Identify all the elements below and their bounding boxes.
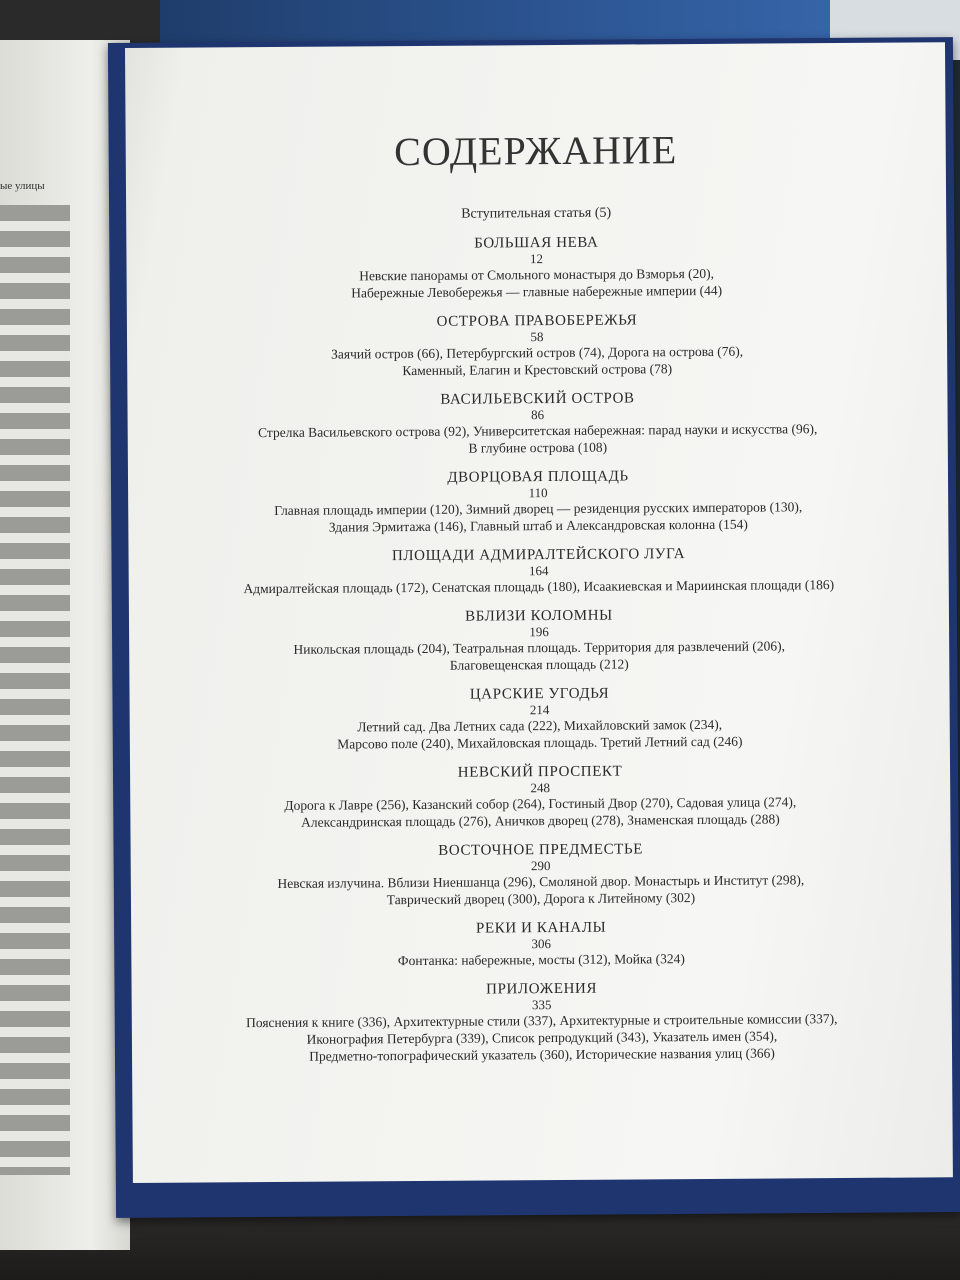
left-page-stripes [0,205,70,1175]
toc-section-page-number: 196 [529,624,549,640]
toc-section-title: ЦАРСКИЕ УГОДЬЯ [469,685,610,703]
toc-section-entry-line: Дорога к Лавре (256), Казанский собор (264), Гостиный Двор (270), Садовая улица (274), [284,794,797,813]
toc-section [130,760,950,832]
toc-section-entry-line: Летний сад. Два Летних сада (222), Михайловский замок (234), [357,716,723,735]
toc-section-entry-line: Здания Эрмитажа (146), Главный штаб и Александровская колонна (154) [328,516,748,535]
toc-content [126,124,953,1078]
toc-section-page-number: 306 [531,936,552,952]
toc-section-title: ВОСТОЧНОЕ ПРЕДМЕСТЬЕ [438,841,644,859]
toc-section-page-number: 58 [530,329,544,345]
toc-section-title: РЕКИ И КАНАЛЫ [475,919,607,937]
toc-section-title: БОЛЬШАЯ НЕВА [474,234,599,252]
toc-section-entry-line: Предметно-топографический указатель (360), Исторические названия улиц (366) [309,1045,775,1064]
toc-section [127,387,947,459]
toc-section-page-number: 110 [528,485,548,501]
toc-section-title: НЕВСКИЙ ПРОСПЕКТ [457,763,623,781]
toc-section-page-number: 12 [529,251,544,267]
toc-section-entry-line: Марсово поле (240), Михайловская площадь. Третий Летний сад (246) [337,733,743,752]
toc-section-entry-line: Таврический дворец (300), Дорога к Литейному (302) [386,890,696,908]
toc-page [125,42,953,1183]
toc-section-entry-line: Никольская площадь (204), Театральная площадь. Территория для развлечений (206), [293,638,786,657]
toc-section-entry-line: Заячий остров (66), Петербургский остров (74), Дорога на острова (76), [331,343,744,362]
toc-section [132,977,953,1066]
toc-section-entry-line: В глубине острова (108) [468,439,608,456]
toc-section-page-number: 335 [531,997,552,1013]
toc-section [128,465,948,537]
toc-section-page-number: 248 [530,780,550,796]
toc-section-entry-line: Благовещенская площадь (212) [449,656,629,673]
toc-intro: Вступительная статья (5) [461,205,612,222]
toc-section [128,543,948,598]
toc-section-entry-line: Каменный, Елагин и Крестовский острова (78) [402,361,673,379]
toc-section-page-number: 86 [531,407,545,423]
toc-section-title: ПРИЛОЖЕНИЯ [486,980,598,998]
page-title: СОДЕРЖАНИЕ [394,127,678,175]
toc-section [127,309,947,381]
toc-section-entry-line: Пояснения к книге (336), Архитектурные стили (337), Архитектурные и строительные комиссии (337), [246,1011,838,1031]
toc-section-title: ПЛОЩАДИ АДМИРАЛТЕЙСКОГО ЛУГА [391,546,686,565]
toc-section [129,682,949,754]
toc-section-entry-line: Главная площадь империи (120), Зимний дворец — резиденция русских императоров (130), [274,499,803,518]
toc-section-entry-line: Адмиралтейская площадь (172), Сенатская площадь (180), Исаакиевская и Мариинская площади (186) [243,577,835,597]
toc-section-entry-line: Фонтанка: набережные, мосты (312), Мойка (324) [397,951,685,969]
toc-section-title: ВАСИЛЬЕВСКИЙ ОСТРОВ [440,390,635,408]
toc-section-entry-line: Набережные Левобережья — главные набережные империи (44) [351,282,723,301]
toc-section [129,604,949,676]
toc-section-entry-line: Иконография Петербурга (339), Список репродукций (343), Указатель имен (354), [306,1028,778,1047]
toc-section-title: ОСТРОВА ПРАВОБЕРЕЖЬЯ [436,312,638,330]
left-page-fragment: ые улицы [0,180,45,192]
toc-section-page-number: 290 [530,858,551,874]
toc-section-entry-line: Стрелка Васильевского острова (92), Университетская набережная: парад науки и искусства (96), [258,421,818,441]
toc-section [126,231,946,303]
toc-section-page-number: 164 [528,563,549,579]
toc-section [131,916,951,971]
toc-section-page-number: 214 [529,702,550,718]
toc-sections [126,231,952,1066]
toc-section-entry-line: Невские панорамы от Смольного монастыря до Взморья (20), [359,265,715,284]
toc-section-title: ДВОРЦОВАЯ ПЛОЩАДЬ [447,468,629,486]
toc-section-entry-line: Невская излучина. Вблизи Ниеншанца (296), Смоляной двор. Монастырь и Институт (298), [277,872,805,891]
toc-section-entry-line: Александринская площадь (276), Аничков дворец (278), Знаменская площадь (288) [301,811,780,830]
toc-section-title: ВБЛИЗИ КОЛОМНЫ [465,607,613,625]
toc-section [131,838,951,910]
